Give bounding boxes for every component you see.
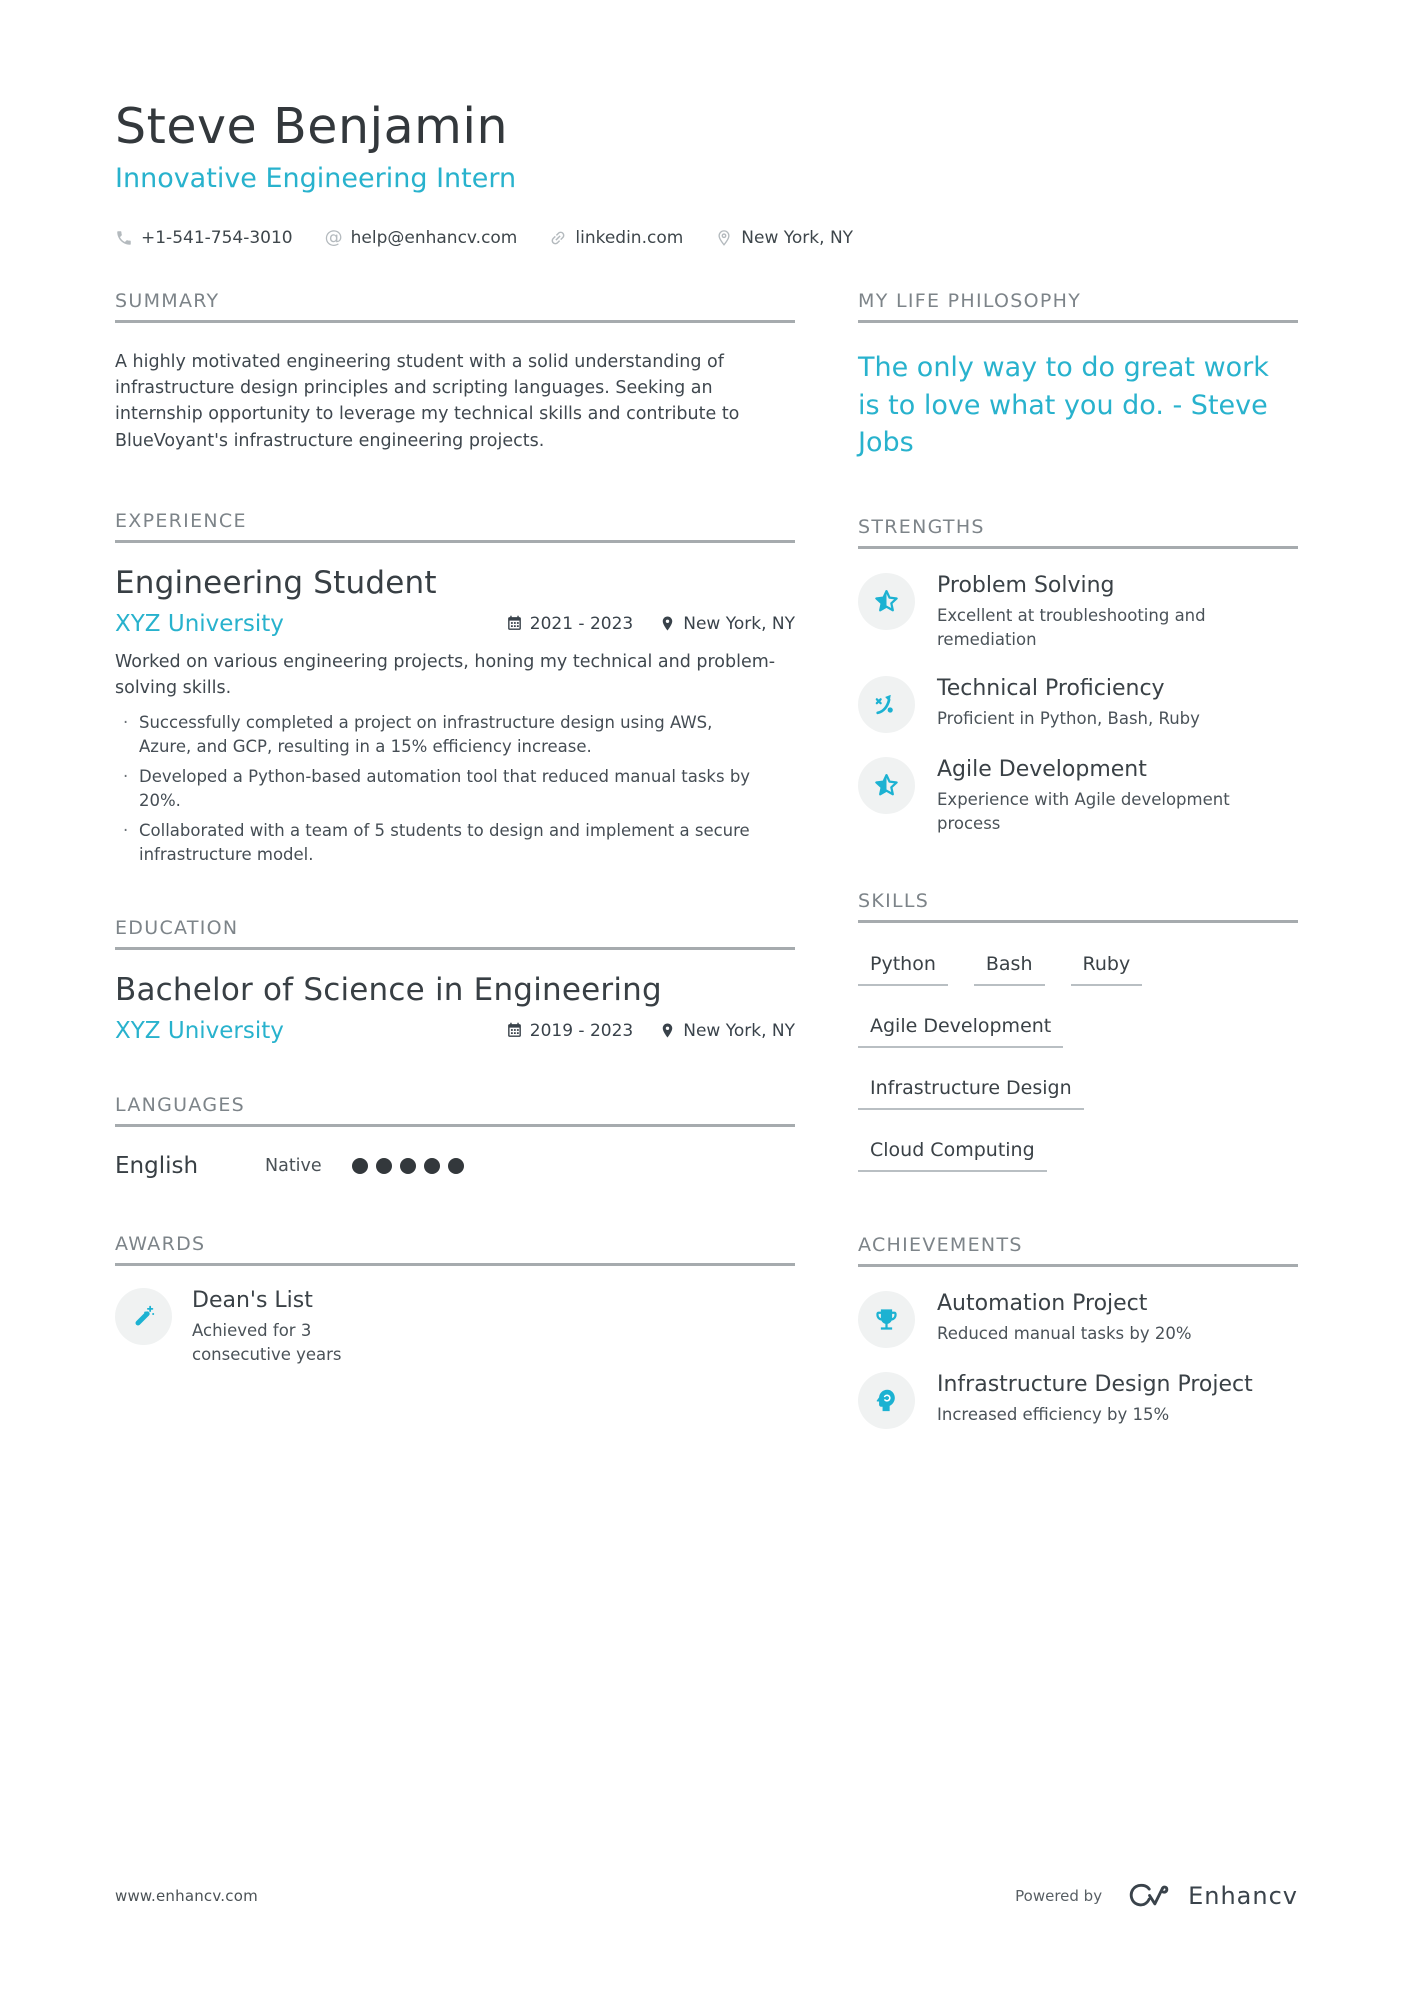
strength-item <box>858 757 1298 836</box>
location-icon <box>715 229 733 247</box>
strength-description: Excellent at troubleshooting and remediation <box>937 606 1206 650</box>
magic-wand-icon <box>130 1303 157 1330</box>
powered-by-link[interactable] <box>1015 1878 1298 1914</box>
skills-section <box>858 890 1298 1172</box>
resume-header <box>115 98 1298 248</box>
link-icon <box>549 229 567 247</box>
achievement-icon-circle <box>858 1291 915 1348</box>
job-location <box>659 614 795 634</box>
education-meta-row <box>115 1018 795 1044</box>
achievement-text <box>937 1372 1253 1429</box>
achievement-title: Automation Project <box>937 1290 1148 1316</box>
language-level: Native <box>265 1155 322 1176</box>
job-meta-row <box>115 611 795 637</box>
skill-tag: Ruby <box>1071 953 1143 986</box>
strength-title: Problem Solving <box>937 573 1115 599</box>
achievement-item <box>858 1372 1298 1429</box>
award-text <box>192 1288 352 1367</box>
email-address: help@enhancv.com <box>350 227 518 248</box>
philosophy-heading: MY LIFE PHILOSOPHY <box>858 290 1298 323</box>
experience-section <box>115 510 795 867</box>
email-link[interactable] <box>325 228 518 248</box>
skill-row <box>858 1077 1298 1110</box>
achievement-title: Infrastructure Design Project <box>937 1371 1253 1397</box>
strengths-section <box>858 516 1298 836</box>
person-job-title: Innovative Engineering Intern <box>115 162 517 194</box>
enhancv-logo-icon <box>1116 1878 1174 1914</box>
achievement-text <box>937 1291 1192 1348</box>
education-dates <box>506 1021 633 1041</box>
proficiency-dot <box>400 1158 416 1174</box>
job-bullet: · Successfully completed a project on infrastructure design using AWS, Azure, and GCP, resulting in a 15% efficiency increase. <box>139 711 759 759</box>
skill-row <box>858 1139 1298 1172</box>
language-proficiency-dots <box>352 1158 464 1174</box>
strength-item <box>858 573 1298 652</box>
philosophy-quote: The only way to do great work is to love what you do. - Steve Jobs <box>858 351 1269 459</box>
email-icon: @ <box>324 226 343 248</box>
job-bullet: · Collaborated with a team of 5 students to design and implement a secure infrastructure model. <box>139 819 759 867</box>
summary-text: A highly motivated engineering student with a solid understanding of infrastructure design principles and scripting languages. Seeking an internship opportunity to leverage my technical skills and contribute to BlueVoyant's infrastructure engineering projects. <box>115 351 740 451</box>
footer-site-link[interactable]: www.enhancv.com <box>115 1887 258 1905</box>
star-icon <box>873 772 900 799</box>
summary-section <box>115 290 795 454</box>
award-description: Achieved for 3 consecutive years <box>192 1320 342 1364</box>
strength-description: Experience with Agile development process <box>937 790 1230 833</box>
education-section <box>115 917 795 1044</box>
strength-text <box>937 757 1262 836</box>
strength-item <box>858 676 1298 733</box>
languages-heading: LANGUAGES <box>115 1094 795 1127</box>
education-meta-group <box>506 1021 795 1041</box>
location-pin-icon <box>659 1022 676 1039</box>
achievements-section <box>858 1234 1298 1429</box>
award-title: Dean's List <box>192 1287 313 1313</box>
skill-tag: Agile Development <box>858 1015 1063 1048</box>
languages-section <box>115 1094 795 1179</box>
school-name: XYZ University <box>115 1017 284 1044</box>
phone-link[interactable] <box>115 228 293 248</box>
job-description: Worked on various engineering projects, honing my technical and problem-solving skills. <box>115 651 776 699</box>
awards-heading: AWARDS <box>115 1233 795 1266</box>
proficiency-dot <box>376 1158 392 1174</box>
job-dates-text: 2021 - 2023 <box>529 613 634 634</box>
job-dates <box>506 614 633 634</box>
summary-heading: SUMMARY <box>115 290 795 323</box>
person-name: Steve Benjamin <box>115 98 509 155</box>
calendar-icon <box>506 1022 523 1039</box>
skills-heading: SKILLS <box>858 890 1298 923</box>
achievement-item <box>858 1291 1298 1348</box>
brain-icon <box>873 1387 900 1414</box>
award-item <box>115 1288 795 1367</box>
proficiency-dot <box>448 1158 464 1174</box>
proficiency-dot <box>352 1158 368 1174</box>
experience-heading: EXPERIENCE <box>115 510 795 543</box>
skill-tag: Python <box>858 953 948 986</box>
philosophy-section <box>858 290 1298 462</box>
location-text: New York, NY <box>741 227 854 248</box>
powered-by-label: Powered by <box>1015 1887 1103 1905</box>
skill-tag: Bash <box>974 953 1045 986</box>
phone-icon <box>115 229 133 247</box>
strength-title: Agile Development <box>937 757 1147 783</box>
contact-row <box>115 228 1298 248</box>
page-footer <box>115 1878 1298 1914</box>
proficiency-dot <box>424 1158 440 1174</box>
strengths-heading: STRENGTHS <box>858 516 1298 549</box>
strength-title: Technical Proficiency <box>937 676 1165 702</box>
skill-row <box>858 1015 1298 1048</box>
education-heading: EDUCATION <box>115 917 795 950</box>
job-title: Engineering Student <box>115 564 437 601</box>
degree-title: Bachelor of Science in Engineering <box>115 971 662 1008</box>
skill-row <box>858 953 1298 986</box>
language-name: English <box>115 1152 199 1179</box>
linkedin-link[interactable] <box>549 228 683 248</box>
strength-icon-circle <box>858 676 915 733</box>
trophy-icon <box>873 1306 900 1333</box>
location-pin-icon <box>659 615 676 632</box>
strength-icon-circle <box>858 573 915 630</box>
award-icon-circle <box>115 1288 172 1345</box>
awards-section <box>115 1233 795 1367</box>
job-bullet-list <box>115 711 795 867</box>
left-column <box>115 290 795 1367</box>
calendar-icon <box>506 615 523 632</box>
enhancv-brand-name: Enhancv <box>1188 1882 1298 1910</box>
company-name: XYZ University <box>115 610 284 637</box>
location-item <box>715 228 853 248</box>
language-item <box>115 1153 795 1179</box>
right-column <box>858 290 1298 1429</box>
achievement-description: Increased efficiency by 15% <box>937 1404 1170 1424</box>
education-location-text: New York, NY <box>683 1020 795 1041</box>
strength-description: Proficient in Python, Bash, Ruby <box>937 709 1200 729</box>
achievements-heading: ACHIEVEMENTS <box>858 1234 1298 1267</box>
achievement-icon-circle <box>858 1372 915 1429</box>
strategy-icon <box>873 691 900 718</box>
education-dates-text: 2019 - 2023 <box>529 1020 634 1041</box>
skill-tag: Infrastructure Design <box>858 1077 1084 1110</box>
strength-icon-circle <box>858 757 915 814</box>
strength-text <box>937 573 1262 652</box>
star-icon <box>873 588 900 615</box>
achievement-description: Reduced manual tasks by 20% <box>937 1323 1192 1343</box>
phone-number: +1-541-754-3010 <box>141 227 293 248</box>
skills-list <box>858 953 1298 1172</box>
strength-text <box>937 676 1200 733</box>
linkedin-text: linkedin.com <box>575 227 684 248</box>
job-location-text: New York, NY <box>683 613 795 634</box>
skill-tag: Cloud Computing <box>858 1139 1047 1172</box>
education-location <box>659 1021 795 1041</box>
job-meta-group <box>506 614 795 634</box>
job-bullet: · Developed a Python-based automation tool that reduced manual tasks by 20%. <box>139 765 759 813</box>
